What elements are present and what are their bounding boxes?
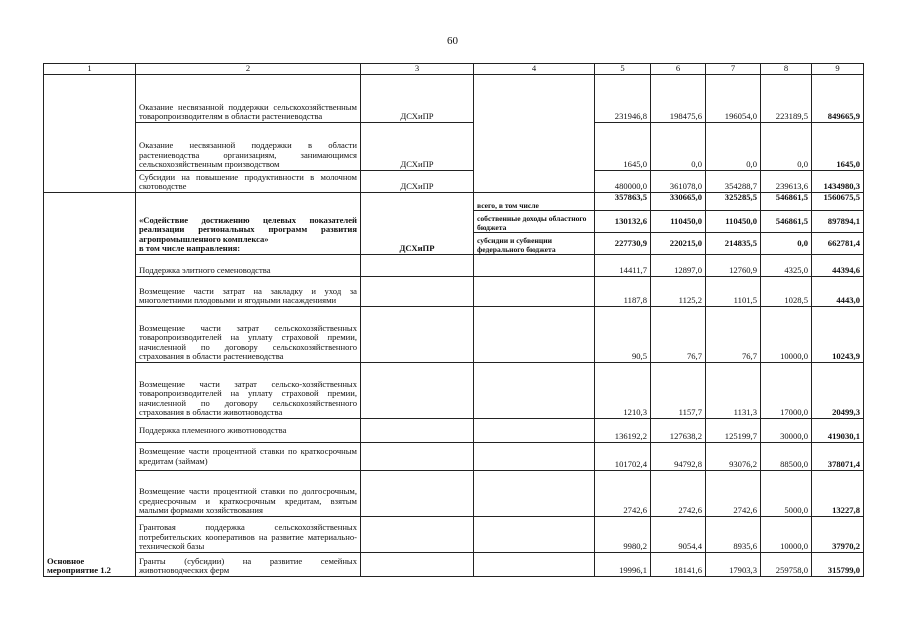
value-cell: 90,5 [595, 307, 651, 363]
value-cell: 1131,3 [706, 363, 761, 419]
value-cell: 0,0 [651, 123, 706, 171]
value-cell: 239613,6 [761, 171, 812, 193]
value-cell: 198475,6 [651, 75, 706, 123]
value-cell: 17000,0 [761, 363, 812, 419]
funding-source: собственные доходы областного бюджета [474, 211, 595, 233]
table-row [44, 471, 864, 517]
empty-cell [361, 517, 474, 553]
value-cell: 9054,4 [651, 517, 706, 553]
value-cell: 1125,2 [651, 277, 706, 307]
total-cell: 662781,4 [812, 233, 864, 255]
total-cell: 4443,0 [812, 277, 864, 307]
value-cell: 110450,0 [651, 211, 706, 233]
empty-cell [474, 363, 595, 419]
measure-description: Поддержка племенного животноводства [136, 419, 361, 443]
total-cell: 419030,1 [812, 419, 864, 443]
measure-description: Оказание несвязанной поддержки сельскохозяйственным товаропроизводителям в области растениеводства [136, 75, 361, 123]
value-cell: 136192,2 [595, 419, 651, 443]
value-cell: 2742,6 [595, 471, 651, 517]
value-cell: 480000,0 [595, 171, 651, 193]
value-cell: 354288,7 [706, 171, 761, 193]
value-cell: 94792,8 [651, 443, 706, 471]
value-cell: 361078,0 [651, 171, 706, 193]
funding-source: субсидии и субвенции федерального бюджета [474, 233, 595, 255]
total-cell: 1645,0 [812, 123, 864, 171]
value-cell: 0,0 [761, 233, 812, 255]
value-cell: 127638,2 [651, 419, 706, 443]
empty-cell [474, 255, 595, 277]
empty-cell [474, 277, 595, 307]
header-cell: 2 [136, 64, 361, 75]
value-cell: 0,0 [761, 123, 812, 171]
total-cell: 378071,4 [812, 443, 864, 471]
main-measure-subtitle: в том числе направления: [139, 243, 241, 254]
table-row [44, 443, 864, 471]
value-cell: 546861,5 [761, 193, 812, 211]
main-measure-row [44, 193, 864, 211]
table-row [44, 419, 864, 443]
measure-description: Гранты (субсидии) на развитие семейных животноводческих ферм [136, 553, 361, 577]
value-cell: 196054,0 [706, 75, 761, 123]
value-cell: 1157,7 [651, 363, 706, 419]
executor-cell: ДСХиПР [361, 75, 474, 123]
header-cell: 8 [761, 64, 812, 75]
value-cell: 76,7 [706, 307, 761, 363]
empty-cell [44, 75, 136, 193]
empty-cell [361, 553, 474, 577]
header-cell: 4 [474, 64, 595, 75]
value-cell: 19996,1 [595, 553, 651, 577]
total-cell: 1434980,3 [812, 171, 864, 193]
table-row [44, 75, 864, 123]
header-cell: 1 [44, 64, 136, 75]
empty-cell [474, 443, 595, 471]
table-row [44, 171, 864, 193]
measure-description: Грантовая поддержка сельскохозяйственных потребительских кооперативов на развитие материально-технической базы [136, 517, 361, 553]
value-cell: 330665,0 [651, 193, 706, 211]
empty-cell [474, 307, 595, 363]
value-cell: 18141,6 [651, 553, 706, 577]
table-row [44, 553, 864, 577]
value-cell: 9980,2 [595, 517, 651, 553]
total-cell: 37970,2 [812, 517, 864, 553]
measure-description: Возмещение части затрат на закладку и уход за многолетними плодовыми и ягодными насаждениями [136, 277, 361, 307]
value-cell: 214835,5 [706, 233, 761, 255]
value-cell: 0,0 [706, 123, 761, 171]
empty-cell [361, 471, 474, 517]
measure-description: Возмещение части затрат сельскохозяйственных товаропроизводителей на уплату страховой премии, начисленной по договору сельскохозяйственного страхования в области растениеводства [136, 307, 361, 363]
header-row [44, 64, 864, 75]
value-cell: 88500,0 [761, 443, 812, 471]
table-row [44, 123, 864, 171]
total-cell: 1560675,5 [812, 193, 864, 211]
empty-cell [361, 363, 474, 419]
table-row [44, 307, 864, 363]
value-cell: 220215,0 [651, 233, 706, 255]
value-cell: 30000,0 [761, 419, 812, 443]
program-table [43, 63, 864, 577]
page-number: 60 [447, 35, 458, 47]
value-cell: 14411,7 [595, 255, 651, 277]
header-cell: 6 [651, 64, 706, 75]
main-measure-description [136, 193, 361, 255]
value-cell: 259758,0 [761, 553, 812, 577]
value-cell: 1101,5 [706, 277, 761, 307]
empty-cell [361, 443, 474, 471]
total-cell: 315799,0 [812, 553, 864, 577]
table-row [44, 363, 864, 419]
measure-description: Поддержка элитного семеноводства [136, 255, 361, 277]
header-cell: 7 [706, 64, 761, 75]
header-cell: 5 [595, 64, 651, 75]
value-cell: 125199,7 [706, 419, 761, 443]
value-cell: 101702,4 [595, 443, 651, 471]
header-cell: 9 [812, 64, 864, 75]
value-cell: 12897,0 [651, 255, 706, 277]
value-cell: 10000,0 [761, 517, 812, 553]
measure-description: Субсидии на повышение продуктивности в молочном скотоводстве [136, 171, 361, 193]
value-cell: 12760,9 [706, 255, 761, 277]
total-cell: 20499,3 [812, 363, 864, 419]
value-cell: 1187,8 [595, 277, 651, 307]
value-cell: 110450,0 [706, 211, 761, 233]
total-cell: 13227,8 [812, 471, 864, 517]
value-cell: 5000,0 [761, 471, 812, 517]
value-cell: 17903,3 [706, 553, 761, 577]
empty-cell [361, 307, 474, 363]
table-row [44, 255, 864, 277]
executor-cell: ДСХиПР [361, 123, 474, 171]
empty-cell [474, 471, 595, 517]
total-cell: 849665,9 [812, 75, 864, 123]
empty-cell [361, 255, 474, 277]
main-measure-title: «Содействие достижению целевых показателей реализации региональных программ развития агропромышленного комплекса» [139, 214, 357, 244]
value-cell: 93076,2 [706, 443, 761, 471]
value-cell: 1210,3 [595, 363, 651, 419]
executor-cell: ДСХиПР [361, 193, 474, 255]
total-cell: 44394,6 [812, 255, 864, 277]
value-cell: 2742,6 [706, 471, 761, 517]
measure-description: Возмещение части процентной ставки по долгосрочным, среднесрочным и краткосрочным кредитам, взятым малыми формами хозяйствования [136, 471, 361, 517]
total-cell: 10243,9 [812, 307, 864, 363]
value-cell: 76,7 [651, 307, 706, 363]
measure-description: Возмещение части затрат сельско-хозяйственных товаропроизводителей на уплату страховой премии, начисленной по договору сельскохозяйственного страхования в области животноводства [136, 363, 361, 419]
main-measure-label: Основное мероприятие 1.2 [44, 193, 136, 577]
total-cell: 897894,1 [812, 211, 864, 233]
value-cell: 227730,9 [595, 233, 651, 255]
header-cell: 3 [361, 64, 474, 75]
value-cell: 325285,5 [706, 193, 761, 211]
value-cell: 2742,6 [651, 471, 706, 517]
empty-cell [474, 553, 595, 577]
empty-cell [474, 75, 595, 193]
value-cell: 1645,0 [595, 123, 651, 171]
measure-description: Возмещение части процентной ставки по краткосрочным кредитам (займам) [136, 443, 361, 471]
value-cell: 231946,8 [595, 75, 651, 123]
value-cell: 357863,5 [595, 193, 651, 211]
empty-cell [474, 419, 595, 443]
value-cell: 10000,0 [761, 307, 812, 363]
value-cell: 8935,6 [706, 517, 761, 553]
table-row [44, 277, 864, 307]
table-row [44, 517, 864, 553]
empty-cell [474, 517, 595, 553]
value-cell: 546861,5 [761, 211, 812, 233]
measure-description: Оказание несвязанной поддержки в области растениеводства организациям, занимающимся сельскохозяйственным производством [136, 123, 361, 171]
value-cell: 130132,6 [595, 211, 651, 233]
value-cell: 1028,5 [761, 277, 812, 307]
funding-source: всего, в том числе [474, 193, 595, 211]
value-cell: 4325,0 [761, 255, 812, 277]
empty-cell [361, 277, 474, 307]
value-cell: 223189,5 [761, 75, 812, 123]
executor-cell: ДСХиПР [361, 171, 474, 193]
empty-cell [361, 419, 474, 443]
